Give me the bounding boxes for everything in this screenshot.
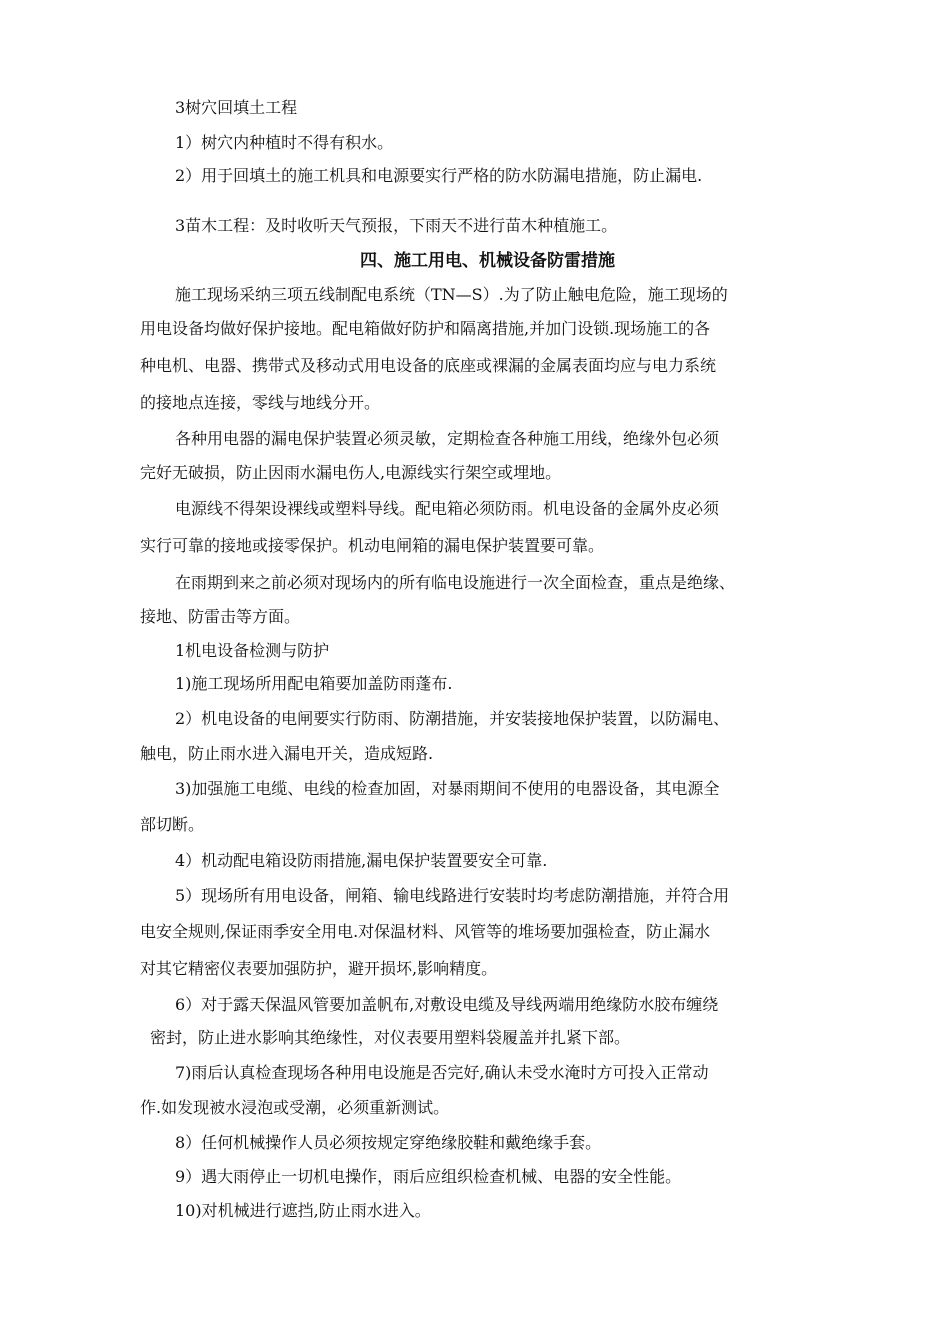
list-item-continued: 对其它精密仪表要加强防护，避开损坏,影响精度。	[140, 959, 498, 978]
paragraph-line: 的接地点连接，零线与地线分开。	[140, 393, 381, 412]
list-item-continued: 部切断。	[140, 815, 205, 834]
section-title-backfill: 3树穴回填土工程	[175, 98, 298, 117]
paragraph-line: 种电机、电器、携带式及移动式用电设备的底座或裸漏的金属表面均应与电力系统	[140, 356, 717, 375]
paragraph-line: 完好无破损，防止因雨水漏电伤人,电源线实行架空或埋地。	[140, 463, 562, 482]
paragraph-line: 在雨期到来之前必须对现场内的所有临电设施进行一次全面检查，重点是绝缘、	[175, 573, 736, 592]
list-item-continued: 触电，防止雨水进入漏电开关，造成短路.	[140, 744, 434, 763]
list-item: 5）现场所有用电设备，闸箱、输电线路进行安装时均考虑防潮措施，并符合用	[175, 886, 730, 905]
paragraph-line: 施工现场采纳三项五线制配电系统（TN—S）.为了防止触电危险，施工现场的	[175, 285, 728, 304]
list-item: 4）机动配电箱设防雨措施,漏电保护装置要安全可靠.	[175, 851, 548, 870]
paragraph-line: 接地、防雷击等方面。	[140, 607, 301, 626]
paragraph-line: 电源线不得架设裸线或塑料导线。配电箱必须防雨。机电设备的金属外皮必须	[175, 499, 720, 518]
section-title-equipment: 1机电设备检测与防护	[175, 641, 330, 660]
paragraph-line: 各种用电器的漏电保护装置必须灵敏，定期检查各种施工用线，绝缘外包必须	[175, 429, 720, 448]
list-item: 3)加强施工电缆、电线的检查加固，对暴雨期间不使用的电器设备，其电源全	[175, 779, 720, 798]
list-item-continued: 作.如发现被水浸泡或受潮，必须重新测试。	[140, 1098, 450, 1117]
paragraph-line: 2）用于回填土的施工机具和电源要实行严格的防水防漏电措施，防止漏电.	[175, 166, 703, 185]
paragraph-line: 实行可靠的接地或接零保护。机动电闸箱的漏电保护装置要可靠。	[140, 536, 605, 555]
paragraph-line: 1）树穴内种植时不得有积水。	[175, 133, 394, 152]
list-item: 10)对机械进行遮挡,防止雨水进入。	[175, 1201, 431, 1220]
list-item-continued: 密封，防止进水影响其绝缘性，对仪表要用塑料袋履盖并扎紧下部。	[150, 1028, 631, 1047]
list-item: 2）机电设备的电闸要实行防雨、防潮措施，并安装接地保护装置，以防漏电、	[175, 709, 730, 728]
list-item-continued: 电安全规则,保证雨季安全用电.对保温材料、风管等的堆场要加强检查，防止漏水	[140, 922, 711, 941]
list-item: 8）任何机械操作人员必须按规定穿绝缘胶鞋和戴绝缘手套。	[175, 1133, 602, 1152]
chapter-heading: 四、施工用电、机械设备防雷措施	[360, 251, 615, 271]
list-item: 9）遇大雨停止一切机电操作，雨后应组织检查机械、电器的安全性能。	[175, 1167, 682, 1186]
list-item: 6）对于露天保温风管要加盖帆布,对敷设电缆及导线两端用绝缘防水胶布缠绕	[175, 995, 719, 1014]
list-item: 1)施工现场所用配电箱要加盖防雨蓬布.	[175, 674, 453, 693]
paragraph-line: 用电设备均做好保护接地。配电箱做好防护和隔离措施,并加门设锁.现场施工的各	[140, 319, 711, 338]
section-title-seedlings: 3苗木工程：及时收听天气预报，下雨天不进行苗木种植施工。	[175, 216, 618, 235]
list-item: 7)雨后认真检查现场各种用电设施是否完好,确认未受水淹时方可投入正常动	[175, 1063, 709, 1082]
